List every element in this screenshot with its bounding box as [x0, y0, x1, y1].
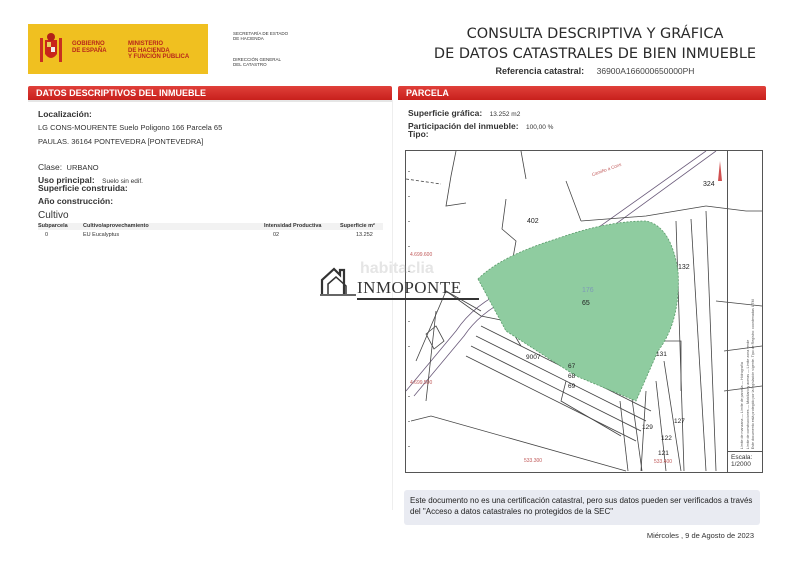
parcel-label-121: 121: [658, 450, 669, 457]
parcel-label-402: 402: [527, 218, 539, 225]
cultivo-title: Cultivo: [38, 210, 69, 221]
parcela-section: [398, 86, 766, 150]
address-line-1: LG CONS-MOURENTE Suelo Poligono 166 Parcela 65: [38, 123, 223, 132]
coord-y-top: 4.699.600: [410, 252, 433, 258]
dir-line-2: DEL CATASTRO: [233, 62, 267, 67]
watermark-brand-text: INMOPONTE: [357, 278, 462, 297]
ref-value: 36900A166000650000PH: [596, 66, 695, 76]
uso-value: Suelo sin edif.: [102, 178, 143, 185]
parcel-label-127: 127: [674, 418, 685, 425]
scale-box: [727, 451, 762, 472]
parcel-label-67: 67: [568, 363, 576, 370]
government-logo-banner: [28, 24, 208, 74]
parcel-label-9007: 9007: [526, 354, 541, 361]
house-logo-icon: [320, 266, 356, 296]
participacion-label: Participación del inmueble:: [408, 121, 519, 131]
legend-line-1: Límite de manzana — Límite de parcela — Hidrografía: [739, 362, 744, 450]
header-superficie: Superficie m²: [340, 223, 375, 229]
participacion-row: [408, 116, 553, 134]
title-line-1: CONSULTA DESCRIPTIVA Y GRÁFICA: [466, 26, 724, 42]
parcel-label-69: 69: [568, 383, 576, 390]
parcel-label-129: 129: [642, 424, 653, 431]
superficie-grafica-value: 13.252 m2: [489, 111, 521, 118]
ministry-line-3: Y FUNCIÓN PÚBLICA: [128, 54, 190, 60]
ref-label: Referencia catastral:: [495, 66, 585, 76]
coord-y-bottom: 4.699.500: [410, 380, 433, 386]
parcel-label-176: 176: [582, 287, 594, 294]
cell-cultivo: EU Eucalyptus: [83, 232, 120, 238]
coat-of-arms-icon: [38, 32, 64, 66]
road-label: Camiño a Cons: [591, 161, 622, 178]
section-header-parcela: PARCELA: [398, 86, 766, 100]
superficie-grafica-label: Superficie gráfica:: [408, 108, 483, 118]
parcel-label-65: 65: [582, 300, 590, 307]
address-line-2: PAULAS. 36164 PONTEVEDRA [PONTEVEDRA]: [38, 137, 204, 146]
header-subparcela: Subparcela: [38, 223, 68, 229]
descriptive-data-section: [28, 86, 392, 262]
localizacion-label: Localización:: [38, 109, 92, 119]
parcel-map-drawing: [406, 151, 762, 472]
tipo-label: Tipo:: [408, 129, 429, 139]
ano-construccion-label: Año construcción:: [38, 196, 114, 206]
table-row: [38, 232, 383, 239]
scale-label: Escala:: [731, 454, 753, 461]
parcel-label-122: 122: [661, 435, 672, 442]
secretaria-text: [233, 31, 288, 41]
superficie-construida-label: Superficie construida:: [38, 183, 128, 193]
parcel-label-132: 132: [678, 264, 690, 271]
cell-intensidad: 02: [273, 232, 280, 238]
dir-line-1: DIRECCIÓN GENERAL: [233, 57, 282, 62]
coord-x-left: 533.300: [524, 458, 543, 464]
clase-label: Clase:: [38, 162, 63, 172]
cadastral-reference: [410, 66, 780, 76]
uso-label: Uso principal:: [38, 175, 95, 185]
coord-x-right: 533.400: [654, 459, 673, 465]
ministry-text: [128, 41, 189, 61]
gov-text: [72, 41, 107, 54]
sec-line-2: DE HACIENDA: [233, 36, 264, 41]
cultivo-table-header: [38, 223, 383, 230]
watermark-underline: [357, 298, 479, 300]
header-intensidad: Intensidad Productiva: [264, 223, 322, 229]
map-legend: [728, 151, 762, 451]
cell-superficie: 13.252: [356, 232, 373, 238]
highlighted-parcel: [478, 221, 678, 401]
direccion-text: [233, 57, 281, 67]
clase-value: URBANO: [66, 163, 99, 172]
column-divider: [392, 100, 393, 510]
watermark-faint-text: habitaclia: [360, 260, 434, 277]
document-date: Miércoles , 9 de Agosto de 2023: [646, 531, 754, 540]
watermark-logo: [320, 260, 480, 300]
title-line-2: DE DATOS CATASTRALES DE BIEN INMUEBLE: [433, 46, 757, 62]
cell-subparcela: 0: [45, 232, 49, 238]
parcel-label-68: 68: [568, 373, 576, 380]
gov-line-1: GOBIERNO: [72, 41, 105, 47]
verification-notice: [404, 490, 760, 525]
participacion-value: 100,00 %: [525, 124, 554, 131]
ministry-line-1: MINISTERIO: [128, 41, 164, 47]
notice-text: Este documento no es una certificación catastral, pero sus datos pueden ser verificados a través del "Acceso a datos catastrales no protegidos de la SEC": [410, 496, 753, 516]
cadastral-map[interactable]: [405, 150, 763, 473]
gov-line-2: DE ESPAÑA: [72, 47, 107, 54]
header-cultivo: Cultivo/aprovechamiento: [83, 223, 149, 229]
parcel-label-324: 324: [703, 181, 715, 188]
parcel-label-131: 131: [656, 351, 667, 358]
scale-value: 1/2000: [731, 461, 751, 468]
sec-line-1: SECRETARÍA DE ESTADO: [233, 31, 289, 36]
ministry-line-2: DE HACIENDA: [128, 47, 170, 54]
legend-line-3: Este documento está protegido por la legislación vigente. Tipo de Registro: coordenadas UTM: [750, 299, 755, 450]
section-header-descriptive: DATOS DESCRIPTIVOS DEL INMUEBLE: [28, 86, 392, 100]
document-title: [410, 24, 780, 64]
legend-line-2: Límite de construcciones — Mobiliario y aceras — Límite zona verde: [745, 339, 750, 450]
